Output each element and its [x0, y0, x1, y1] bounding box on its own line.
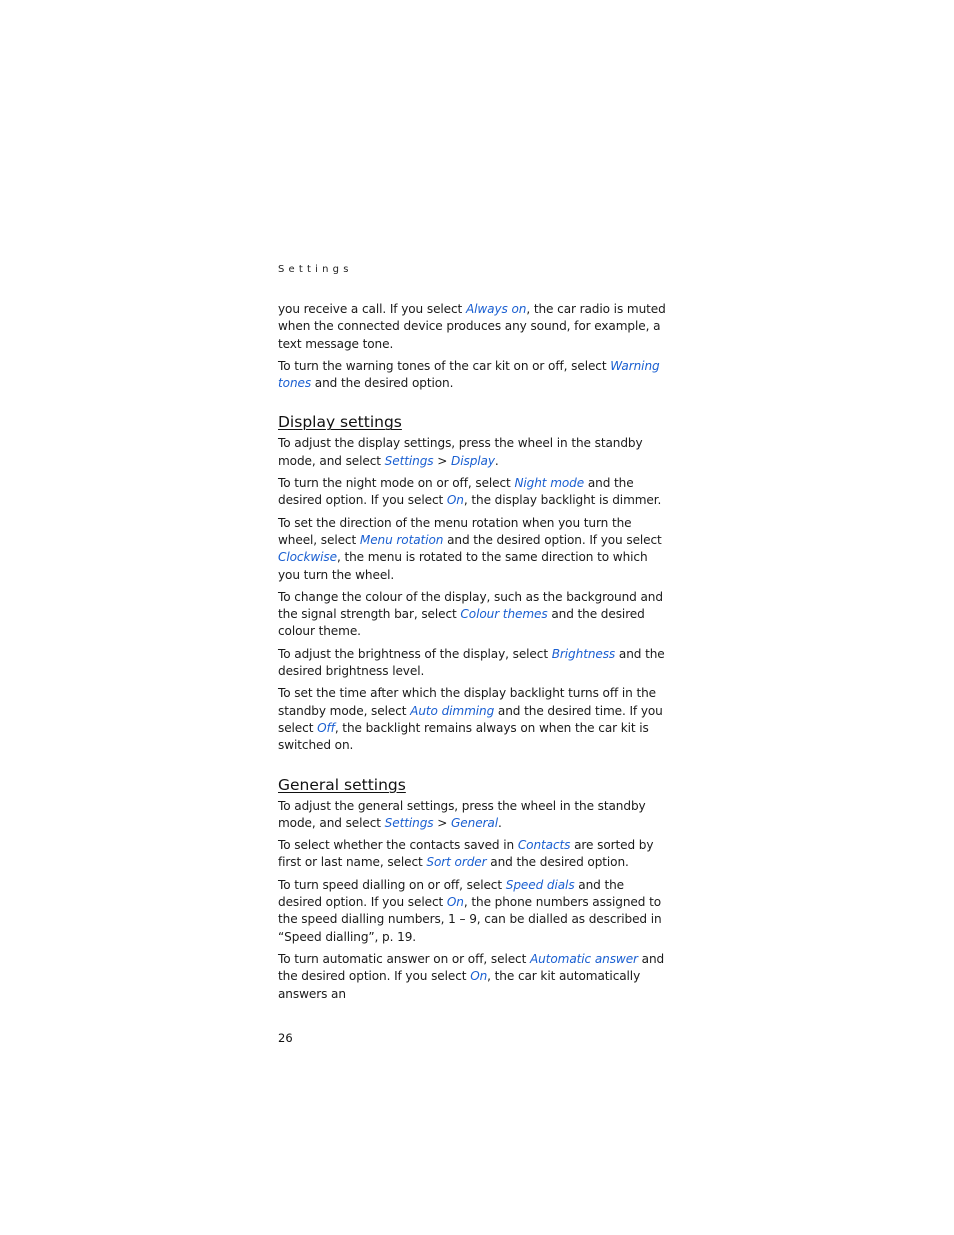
- text: To adjust the display settings, press the wheel in the standby mode, and select: [278, 436, 643, 468]
- option-display: Display: [451, 453, 495, 468]
- text: and the desired option.: [486, 855, 629, 870]
- paragraph-night-mode: [278, 475, 670, 510]
- text: To turn the night mode on or off, select: [278, 476, 515, 491]
- text: , the car radio is muted when the connected device produces any sound, for example, a text message tone.: [278, 302, 666, 351]
- text: and the desired option. If you select: [278, 877, 625, 910]
- running-header: Settings: [278, 264, 353, 275]
- paragraph-speed-dials: [278, 877, 670, 946]
- text: , the menu is rotated to the same direction to which you turn the wheel.: [278, 550, 648, 582]
- option-off: Off: [317, 720, 335, 735]
- option-on: On: [446, 493, 464, 508]
- paragraph-always-on: [278, 301, 670, 353]
- text: and the desired brightness level.: [278, 646, 665, 679]
- paragraph-colour-themes: [278, 589, 670, 641]
- text: , the phone numbers assigned to the speed dialling numbers, 1 – 9, can be dialled as described in “Speed dialling”, p. 19.: [278, 895, 662, 944]
- option-general: General: [451, 815, 498, 830]
- manual-page: [278, 262, 670, 1046]
- paragraph-brightness: [278, 646, 670, 681]
- text: , the car kit automatically answers an: [278, 969, 641, 1001]
- text: and the desired option.: [311, 376, 454, 391]
- paragraph-auto-dimming: [278, 685, 670, 754]
- option-on: On: [446, 895, 464, 910]
- option-warning-tones: Warning tones: [278, 358, 660, 391]
- display-settings-section: [278, 412, 670, 754]
- option-brightness: Brightness: [551, 646, 616, 661]
- text: , the display backlight is dimmer.: [463, 493, 662, 508]
- text: >: [433, 453, 452, 468]
- text: To turn automatic answer on or off, select: [278, 951, 530, 966]
- text: To adjust the general settings, press the wheel in the standby mode, and select: [278, 798, 646, 830]
- paragraph-display-intro: [278, 435, 670, 470]
- paragraph-warning-tones: [278, 358, 670, 393]
- option-contacts: Contacts: [517, 838, 571, 853]
- text: are sorted by first or last name, select: [278, 838, 654, 870]
- text: To set the direction of the menu rotation when you turn the wheel, select: [278, 515, 632, 547]
- option-settings: Settings: [384, 815, 434, 830]
- text: .: [494, 453, 499, 468]
- option-sort-order: Sort order: [426, 855, 487, 870]
- text: and the desired option. If you select: [278, 476, 634, 508]
- text: To select whether the contacts saved in: [278, 838, 518, 853]
- option-settings: Settings: [384, 453, 434, 468]
- text: To change the colour of the display, such as the background and the signal strength bar, select: [278, 589, 663, 622]
- option-on: On: [470, 969, 488, 984]
- text: you receive a call. If you select: [278, 302, 466, 316]
- general-settings-heading: General settings: [278, 775, 406, 794]
- option-auto-dimming: Auto dimming: [410, 703, 495, 718]
- text: and the desired time. If you select: [278, 703, 663, 735]
- text: To turn the warning tones of the car kit on or off, select: [278, 358, 611, 373]
- text: and the desired option. If you select: [278, 951, 665, 984]
- paragraph-sort-order: [278, 837, 670, 872]
- option-speed-dials: Speed dials: [505, 877, 575, 892]
- option-night-mode: Night mode: [514, 476, 585, 491]
- text: To turn speed dialling on or off, select: [278, 877, 506, 892]
- text: >: [433, 815, 452, 830]
- paragraph-menu-rotation: [278, 515, 670, 584]
- text: To adjust the brightness of the display, select: [278, 646, 552, 661]
- paragraph-automatic-answer: [278, 951, 670, 1003]
- text: and the desired option. If you select: [443, 532, 662, 547]
- option-always-on: Always on: [465, 302, 527, 316]
- display-settings-heading: Display settings: [278, 413, 402, 432]
- text: and the desired colour theme.: [278, 607, 645, 639]
- option-menu-rotation: Menu rotation: [359, 532, 444, 547]
- option-colour-themes: Colour themes: [460, 607, 548, 622]
- paragraph-general-intro: [278, 798, 670, 833]
- general-settings-section: [278, 775, 670, 1003]
- page-number: 26: [278, 1030, 293, 1045]
- option-automatic-answer: Automatic answer: [529, 951, 638, 966]
- text: To set the time after which the display backlight turns off in the standby mode, select: [278, 686, 657, 718]
- text: , the backlight remains always on when the car kit is switched on.: [278, 720, 649, 753]
- option-clockwise: Clockwise: [278, 550, 337, 565]
- text: .: [497, 815, 502, 830]
